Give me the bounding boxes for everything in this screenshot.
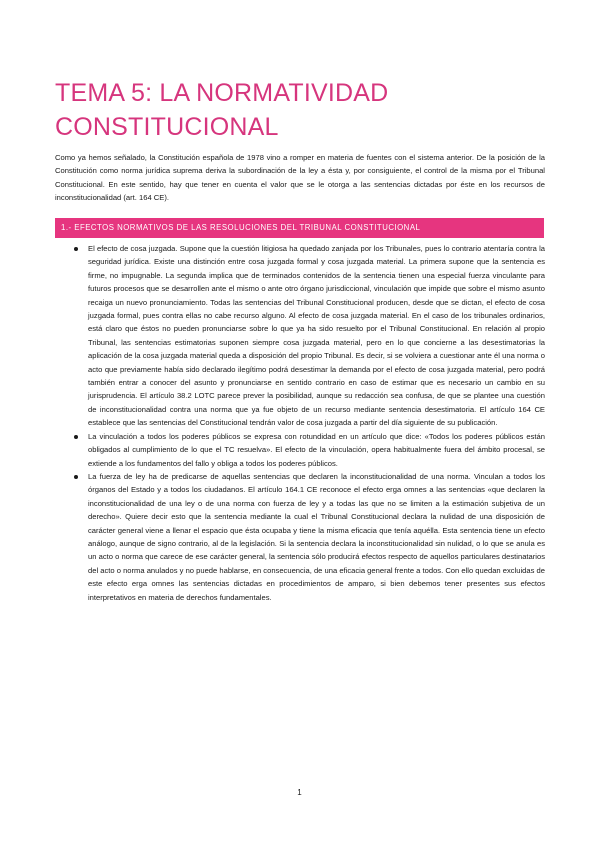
bullet-icon	[74, 475, 78, 479]
page-title: TEMA 5: LA NORMATIVIDAD CONSTITUCIONAL	[55, 79, 389, 141]
bullet-icon	[74, 435, 78, 439]
section-heading: 1.- EFECTOS NORMATIVOS DE LAS RESOLUCIONES DEL TRIBUNAL CONSTITUCIONAL	[55, 218, 544, 238]
list-item	[55, 242, 545, 430]
list-item	[55, 430, 545, 470]
intro-paragraph: Como ya hemos señalado, la Constitución española de 1978 vino a romper en materia de fuentes con el sistema anterior. De la posición de la Constitución como norma jurídica suprema deriva la subordinación de la ley a ésta y, por consiguiente, el control de la misma por el Tribunal Constitucional. En este sentido, hay que tener en cuenta el valor que se le otorga a las sentencias dictadas por éste en los recursos de inconstitucionalidad (art. 164 CE).	[55, 153, 545, 203]
list-item-text: La vinculación a todos los poderes públicos se expresa con rotundidad en un artículo que dice: «Todos los poderes públicos están obligados al cumplimiento de lo que el TC resuelva». El efecto de la vinculación, opera habitualmente fuera del ámbito procesal, se extiende a los fundamentos del fallo y obliga a todos los poderes públicos.	[88, 431, 545, 468]
bullet-icon	[74, 247, 78, 251]
list-item	[55, 470, 545, 604]
section-list	[55, 242, 545, 604]
list-item-text: El efecto de cosa juzgada. Supone que la cuestión litigiosa ha quedado zanjada por los Tribunales, pues lo contrario atentaría contra la seguridad jurídica. Existe una distinción entre cosa juzgada formal y cosa juzgada material. La primera supone que la sentencia es firme, no impugnable. La segunda implica que de terminados contenidos de la sentencia tienen una especial fuerza vinculante para futuros procesos que se desarrollen ante el mismo o ante otro órgano jurisdiccional, vinculación que impide que sobre el mismo asunto recaiga un nuevo pronunciamiento. Todas las sentencias del Tribunal Constitucional producen, desde que se dictan, el efecto de cosa juzgada formal, pues contra ellas no cabe recurso alguno. Al efecto de cosa juzgada material. En el caso de los tribunales ordinarios, está claro que éstos no pueden pronunciarse sobre lo que ya ha sido resuelto por el Tribunal Constitucional. En relación al propio Tribunal, las sentencias estimatorias suponen siempre cosa juzgada material, pero en lo que concierne a las desestimatorias la aplicación de la cosa juzgada material queda a disposición del propio Tribunal. Es decir, si se volviera a cuestionar ante él una norma o acto que previamente había sido declarado ilegítimo podrá desestimar la demanda por el efecto de cosa juzgada material, pero podrá también entrar a conocer del asunto y pronunciarse en sentido contrario en caso de estimar que es necesario un cambio en su jurisprudencia. El artículo 38.2 LOTC parece prever la posibilidad, aunque su redacción sea confusa, de que se plantee una cuestión de inconstitucionalidad contra una norma que ya fue objeto de un recurso mediante sentencia desestimatoria. El artículo 164 CE establece que las sentencias del Constitucional tendrán valor de cosa juzgada a partir del día siguiente de su publicación.	[88, 244, 545, 428]
list-item-text: La fuerza de ley ha de predicarse de aquellas sentencias que declaren la inconstitucionalidad de una norma. Vinculan a todos los órganos del Estado y a todos los ciudadanos. El artículo 164.1 CE reconoce el efecto erga omnes a las sentencias «que declaren la inconstitucionalidad de una ley o de una norma con fuerza de ley y a todas las que no se limiten a la estimación subjetiva de un derecho». Quiere decir esto que la sentencia mediante la cual el Tribunal Constitucional declara la nulidad de una disposición de carácter general viene a llenar el espacio que ésta ocupaba y tiene la misma eficacia que tenía aquélla. Esta sentencia tiene un efecto análogo, aunque de signo contrario, al de la legislación. Si la sentencia declara la inconstitucionalidad sin nulidad, o lo que se anula es un acto o norma que carece de ese carácter general, la sentencia sólo producirá efectos respecto de aquellos particulares destinatarios del acto o norma anulados y no puede hablarse, en consecuencia, de una eficacia general frente a todos. Con ello quedan excluidas de este efecto erga omnes las sentencias dictadas en procedimientos de amparo, si bien debemos tener presentes sus efectos interpretativos en materia de derechos fundamentales.	[88, 471, 545, 602]
page-number: 1	[297, 788, 302, 797]
